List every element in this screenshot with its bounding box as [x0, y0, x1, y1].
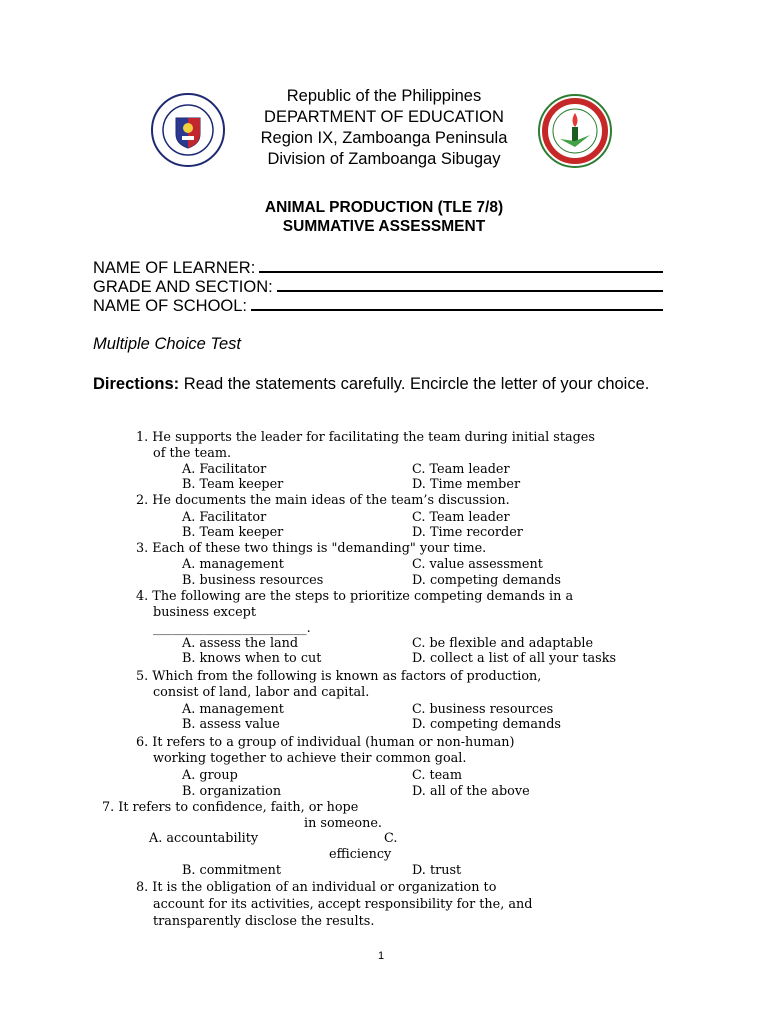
question-8-stem-cont: account for its activities, accept responsibility for the, and: [153, 897, 533, 912]
question-6-stem-cont: working together to achieve their common goal.: [153, 751, 467, 766]
title-assessment: SUMMATIVE ASSESSMENT: [282, 218, 486, 235]
grade-section-blank[interactable]: [277, 276, 663, 292]
question-4-blank: ________________________.: [153, 621, 311, 636]
question-1-stem-cont: of the team.: [153, 446, 232, 461]
header-division: Division of Zamboanga Sibugay: [267, 150, 501, 168]
question-3-choice-c[interactable]: C. value assessment: [412, 557, 543, 572]
question-1-choice-c[interactable]: C. Team leader: [412, 462, 510, 477]
page-number: 1: [378, 950, 385, 962]
question-4-choice-c[interactable]: C. be flexible and adaptable: [412, 636, 594, 651]
title-subject: ANIMAL PRODUCTION (TLE 7/8): [264, 199, 504, 216]
question-2-choice-b[interactable]: B. Team keeper: [182, 525, 284, 540]
question-6-stem: 6. It refers to a group of individual (human or non-human): [136, 735, 515, 750]
agency-header: [0, 86, 768, 170]
question-2-choice-a[interactable]: A. Facilitator: [182, 510, 267, 525]
directions-label: Directions:: [93, 375, 180, 393]
school-name-label: NAME OF SCHOOL:: [93, 297, 248, 315]
directions: [93, 373, 653, 395]
question-5-choice-d[interactable]: D. competing demands: [412, 717, 561, 732]
question-1-choice-d[interactable]: D. Time member: [412, 477, 521, 492]
question-5-choice-a[interactable]: A. management: [182, 702, 284, 717]
learner-info-fields: [93, 257, 663, 314]
question-3-stem: 3. Each of these two things is "demanding" your time.: [136, 541, 487, 556]
question-8-stem-cont-2: transparently disclose the results.: [153, 914, 375, 929]
school-name-blank[interactable]: [251, 295, 663, 311]
question-1-choice-a[interactable]: A. Facilitator: [182, 462, 267, 477]
question-4-stem-cont: business except: [153, 605, 256, 620]
question-1-choice-b[interactable]: B. Team keeper: [182, 477, 284, 492]
question-2-choice-c[interactable]: C. Team leader: [412, 510, 510, 525]
question-6-choice-c[interactable]: C. team: [412, 768, 462, 783]
question-4-choice-a[interactable]: A. assess the land: [182, 636, 299, 651]
question-6-choice-a[interactable]: A. group: [182, 768, 238, 783]
question-3-choice-a[interactable]: A. management: [182, 557, 284, 572]
question-7-stem-cont: in someone.: [304, 816, 382, 831]
question-6-choice-b[interactable]: B. organization: [182, 784, 282, 799]
question-3-choice-d[interactable]: D. competing demands: [412, 573, 561, 588]
grade-section-row: [93, 276, 663, 295]
grade-section-label: GRADE AND SECTION:: [93, 278, 273, 296]
school-name-row: [93, 295, 663, 314]
question-4-choice-b[interactable]: B. knows when to cut: [182, 651, 322, 666]
question-5-stem: 5. Which from the following is known as factors of production,: [136, 669, 542, 684]
question-5-choice-b[interactable]: B. assess value: [182, 717, 280, 732]
header-republic: Republic of the Philippines: [286, 87, 482, 105]
learner-name-label: NAME OF LEARNER:: [93, 259, 256, 277]
question-7-choice-d[interactable]: D. trust: [412, 863, 462, 878]
question-1-stem: 1. He supports the leader for facilitating the team during initial stages: [136, 430, 595, 445]
document-title: [0, 198, 768, 236]
question-7-choice-c-text[interactable]: efficiency: [329, 847, 392, 862]
question-2-stem: 2. He documents the main ideas of the team’s discussion.: [136, 493, 510, 508]
question-5-stem-cont: consist of land, labor and capital.: [153, 685, 370, 700]
question-4-choice-d[interactable]: D. collect a list of all your tasks: [412, 651, 617, 666]
question-7-choice-a[interactable]: A. accountability: [149, 831, 259, 846]
question-2-choice-d[interactable]: D. Time recorder: [412, 525, 523, 540]
question-3-choice-b[interactable]: B. business resources: [182, 573, 324, 588]
question-7-stem: 7. It refers to confidence, faith, or hope: [102, 800, 359, 815]
question-8-stem: 8. It is the obligation of an individual or organization to: [136, 880, 497, 895]
header-region: Region IX, Zamboanga Peninsula: [260, 129, 508, 147]
question-5-choice-c[interactable]: C. business resources: [412, 702, 554, 717]
test-type-heading: Multiple Choice Test: [93, 335, 241, 353]
question-7-choice-b[interactable]: B. commitment: [182, 863, 282, 878]
question-7-choice-c-letter[interactable]: C.: [384, 831, 398, 846]
learner-name-row: [93, 257, 663, 276]
header-department: DEPARTMENT OF EDUCATION: [264, 108, 504, 126]
learner-name-blank[interactable]: [259, 257, 663, 273]
directions-text: Read the statements carefully. Encircle the letter of your choice.: [179, 375, 650, 393]
question-4-stem: 4. The following are the steps to prioritize competing demands in a: [136, 589, 574, 604]
question-6-choice-d[interactable]: D. all of the above: [412, 784, 530, 799]
